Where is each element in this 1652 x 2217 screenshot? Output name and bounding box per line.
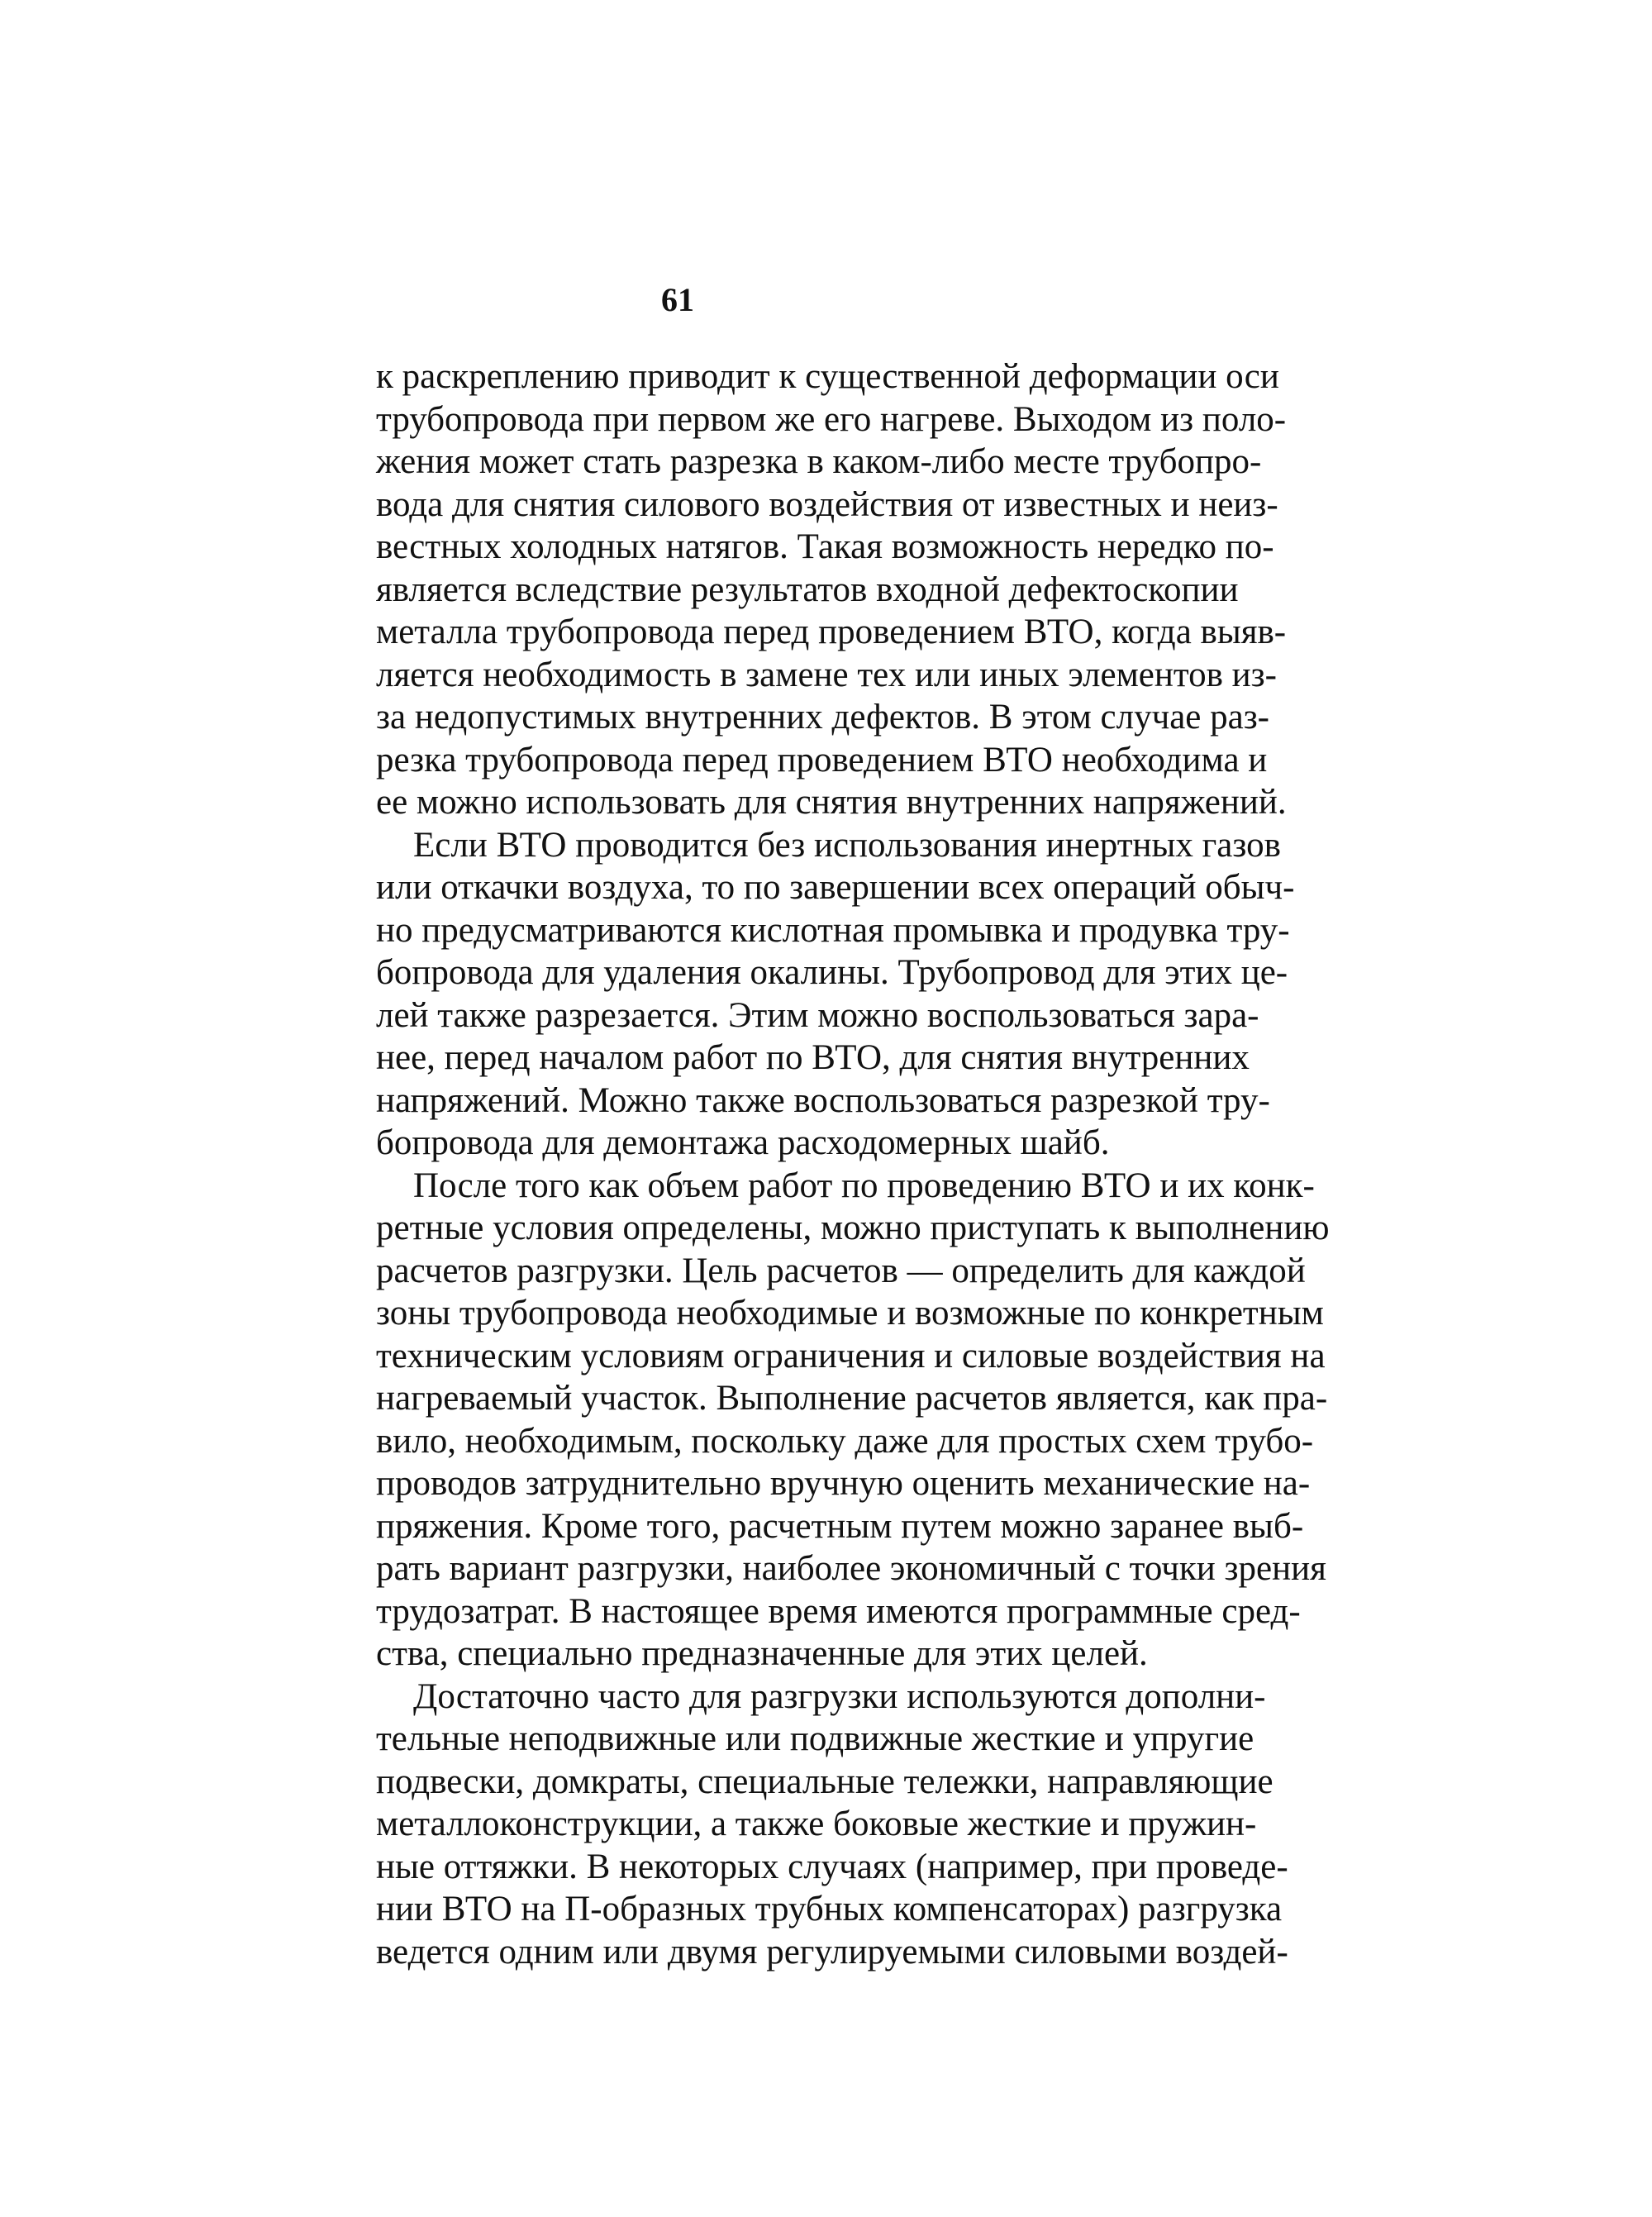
text-line: напряжений. Можно также воспользоваться разрезкой тру- <box>376 1080 1270 1120</box>
text-line: рать вариант разгрузки, наиболее экономичный с точки зрения <box>376 1549 1326 1588</box>
text-line: или откачки воздуха, то по завершении всех операций обыч- <box>376 868 1295 907</box>
text-line: лей также разрезается. Этим можно воспользоваться зара- <box>376 995 1259 1035</box>
text-line: нагреваемый участок. Выполнение расчетов является, как пра- <box>376 1379 1328 1418</box>
text-line: бопровода для удаления окалины. Трубопровод для этих це- <box>376 953 1288 992</box>
text-line: трудозатрат. В настоящее время имеются программные сред- <box>376 1591 1301 1631</box>
text-line: резка трубопровода перед проведением ВТО необходима и <box>376 740 1268 780</box>
text-line: металлоконструкции, а также боковые жесткие и пружин- <box>376 1805 1257 1843</box>
text-line: вило, необходимым, поскольку даже для простых схем трубо- <box>376 1421 1314 1461</box>
text-line: за недопустимых внутренних дефектов. В этом случае раз- <box>376 698 1270 737</box>
text-line: Достаточно часто для разгрузки используются дополни- <box>413 1676 1266 1716</box>
text-line: Если ВТО проводится без использования инертных газов <box>413 825 1281 865</box>
text-line: проводов затруднительно вручную оценить механические на- <box>376 1464 1311 1503</box>
text-line: жения может стать разрезка в каком-либо месте трубопро- <box>376 442 1262 481</box>
text-line: ретные условия определены, можно приступать к выполнению <box>376 1209 1330 1247</box>
text-line: к раскреплению приводит к существенной деформации оси <box>376 357 1279 396</box>
text-line: нее, перед началом работ по ВТО, для снятия внутренних <box>376 1038 1250 1077</box>
text-line: является вследствие результатов входной дефектоскопии <box>376 570 1239 609</box>
text-line: тельные неподвижные или подвижные жесткие и упругие <box>376 1719 1254 1758</box>
text-line: После того как объем работ по проведению ВТО и их конк- <box>413 1166 1315 1205</box>
text-line: пряжения. Кроме того, расчетным путем можно заранее выб- <box>376 1506 1304 1546</box>
text-line: техническим условиям ограничения и силовые воздействия на <box>376 1336 1326 1375</box>
text-line: бопровода для демонтажа расходомерных шайб. <box>376 1123 1110 1162</box>
text-line: но предусматриваются кислотная промывка и продувка тру- <box>376 910 1290 950</box>
text-line: ведется одним или двумя регулируемыми силовыми воздей- <box>376 1932 1288 1971</box>
text-line: нии ВТО на П-образных трубных компенсаторах) разгрузка <box>376 1890 1283 1929</box>
text-line: ляется необходимость в замене тех или иных элементов из- <box>376 655 1277 694</box>
text-line: ные оттяжки. В некоторых случаях (например, при проведе- <box>376 1847 1288 1886</box>
text-line: вестных холодных натягов. Такая возможность нередко по- <box>376 527 1274 566</box>
page-number: 61 <box>661 281 694 318</box>
text-line: трубопровода при первом же его нагреве. Выходом из поло- <box>376 399 1287 439</box>
text-line: ее можно использовать для снятия внутренних напряжений. <box>376 783 1287 822</box>
text-line: вода для снятия силового воздействия от известных и неиз- <box>376 484 1278 524</box>
text-line: расчетов разгрузки. Цель расчетов — определить для каждой <box>376 1251 1306 1290</box>
text-line: зоны трубопровода необходимые и возможные по конкретным <box>376 1294 1324 1333</box>
text-line: металла трубопровода перед проведением ВТО, когда выяв- <box>376 613 1287 651</box>
text-line: подвески, домкраты, специальные тележки, направляющие <box>376 1762 1274 1801</box>
text-line: ства, специально предназначенные для этих целей. <box>376 1634 1148 1673</box>
